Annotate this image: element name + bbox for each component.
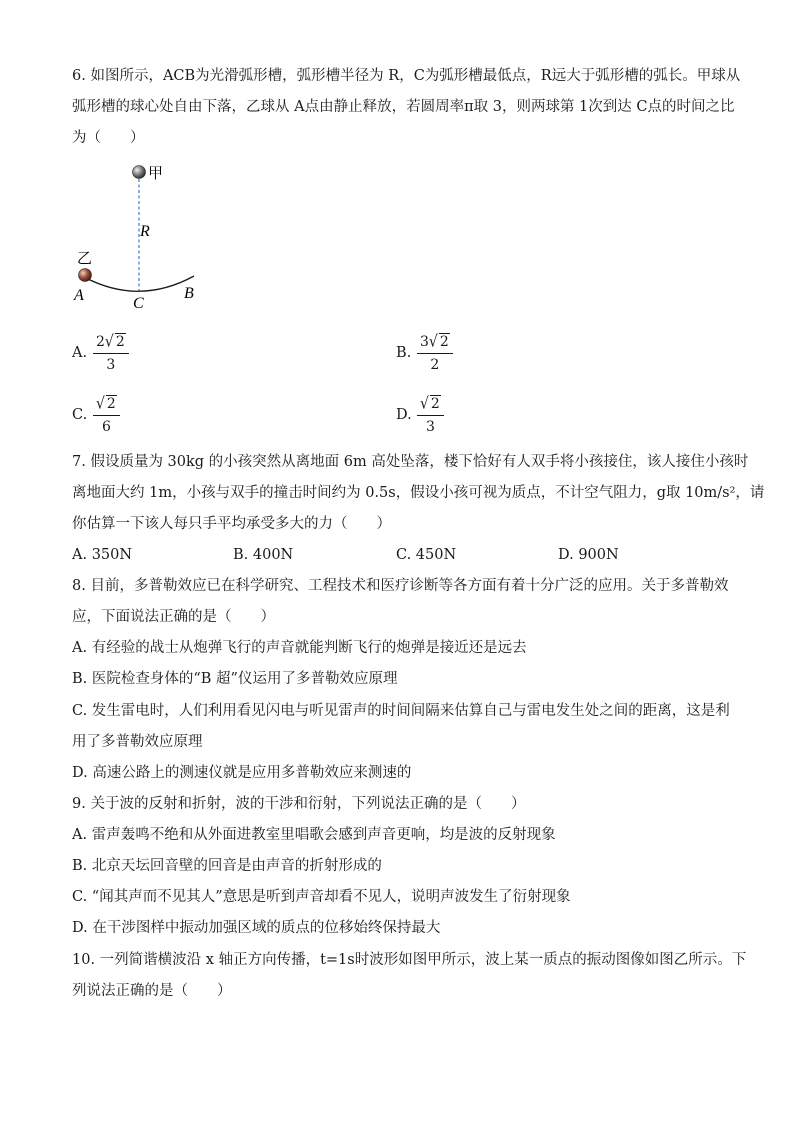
q6-option-b-fraction: $\frac{3√ 2}{2}$ bbox=[417, 333, 453, 374]
q10-line-2: 列说法正确的是（ ） bbox=[72, 983, 232, 999]
label-A: A bbox=[74, 287, 84, 304]
q10-line-1: 10. 一列简谐横波沿 x 轴正方向传播，t=1s时波形如图甲所示，波上某一质点的振动图像如图乙所示。下 bbox=[72, 952, 747, 968]
q6-figure bbox=[60, 158, 240, 318]
ball-yi bbox=[79, 269, 92, 282]
label-jia: 甲 bbox=[148, 166, 164, 182]
label-R: R bbox=[140, 223, 150, 240]
q6-option-b-coef: 3 bbox=[420, 334, 429, 350]
q6-line-2: 弧形槽的球心处自由下落，乙球从 A点由静止释放，若圆周率π取 3，则两球第 1次到达 C点的时间之比 bbox=[72, 99, 735, 115]
q7-option-a: A. 350N bbox=[72, 547, 133, 563]
q6-option-a-den: 3 bbox=[106, 357, 116, 373]
q7-option-c: C. 450N bbox=[396, 547, 457, 563]
q6-option-d-letter: D. bbox=[396, 407, 412, 423]
q7-line-1: 7. 假设质量为 30kg 的小孩突然从离地面 6m 高处坠落，楼下恰好有人双手将小孩接住，该人接住小孩时 bbox=[72, 454, 749, 470]
q9-option-d: D. 在干涉图样中振动加强区域的质点的位移始终保持最大 bbox=[72, 920, 441, 936]
q6-option-d-radicand: 2 bbox=[430, 396, 440, 412]
q7-option-d: D. 900N bbox=[558, 547, 619, 563]
q8-line-2: 应，下面说法正确的是（ ） bbox=[72, 609, 275, 625]
q6-line-3: 为（ ） bbox=[72, 130, 145, 146]
q8-option-c-line-1: C. 发生雷电时，人们利用看见闪电与听见雷声的时间间隔来估算自己与雷电发生处之间的距离，这是利 bbox=[72, 703, 730, 719]
q6-option-a-letter: A. bbox=[72, 345, 88, 361]
q6-option-a-coef: 2 bbox=[96, 334, 105, 350]
q6-option-b-den: 2 bbox=[430, 357, 440, 373]
q7-option-b: B. 400N bbox=[233, 547, 294, 563]
label-C: C bbox=[133, 295, 144, 312]
q8-option-c-line-2: 用了多普勒效应原理 bbox=[72, 734, 203, 750]
q6-option-c-radicand: 2 bbox=[106, 396, 116, 412]
q7-line-2: 离地面大约 1m，小孩与双手的撞击时间约为 0.5s，假设小孩可视为质点，不计空气阻力，g取 10m/s²，请 bbox=[72, 485, 765, 501]
q9-option-c: C. “闻其声而不见其人”意思是听到声音却看不见人，说明声波发生了衍射现象 bbox=[72, 889, 571, 905]
q6-option-c-den: 6 bbox=[101, 419, 111, 435]
label-yi: 乙 bbox=[77, 251, 93, 267]
q8-option-a: A. 有经验的战士从炮弹飞行的声音就能判断飞行的炮弹是接近还是远去 bbox=[72, 640, 527, 656]
q6-option-c-letter: C. bbox=[72, 407, 88, 423]
q9-option-a: A. 雷声轰鸣不绝和从外面进教室里唱歌会感到声音更响，均是波的反射现象 bbox=[72, 827, 556, 843]
ball-jia bbox=[133, 166, 146, 179]
q6-line-1: 6. 如图所示，ACB为光滑弧形槽，弧形槽半径为 R，C为弧形槽最低点，R远大于弧形槽的弧长。甲球从 bbox=[72, 68, 741, 84]
q6-option-b-radicand: 2 bbox=[439, 334, 449, 350]
q8-option-d: D. 高速公路上的测速仪就是应用多普勒效应来测速的 bbox=[72, 765, 412, 781]
label-B: B bbox=[184, 285, 194, 302]
q6-option-a-fraction: $\frac{2√ 2}{3}$ bbox=[93, 333, 129, 374]
q7-line-3: 你估算一下该人每只手平均承受多大的力（ ） bbox=[72, 516, 391, 532]
q9-option-b: B. 北京天坛回音壁的回音是由声音的折射形成的 bbox=[72, 858, 382, 874]
q6-option-b-letter: B. bbox=[396, 345, 412, 361]
q9-line-1: 9. 关于波的反射和折射，波的干涉和衍射，下列说法正确的是（ ） bbox=[72, 796, 526, 812]
q6-option-d-fraction: $\frac{√ 2}{3}$ bbox=[417, 395, 444, 436]
q8-option-b: B. 医院检查身体的“B 超”仪运用了多普勒效应原理 bbox=[72, 671, 398, 687]
q6-option-d-den: 3 bbox=[425, 419, 435, 435]
q6-option-a-radicand: 2 bbox=[115, 334, 125, 350]
q8-line-1: 8. 目前，多普勒效应已在科学研究、工程技术和医疗诊断等各方面有着十分广泛的应用。关于多普勒效 bbox=[72, 578, 729, 594]
q6-option-c-fraction: $\frac{√ 2}{6}$ bbox=[93, 395, 120, 436]
